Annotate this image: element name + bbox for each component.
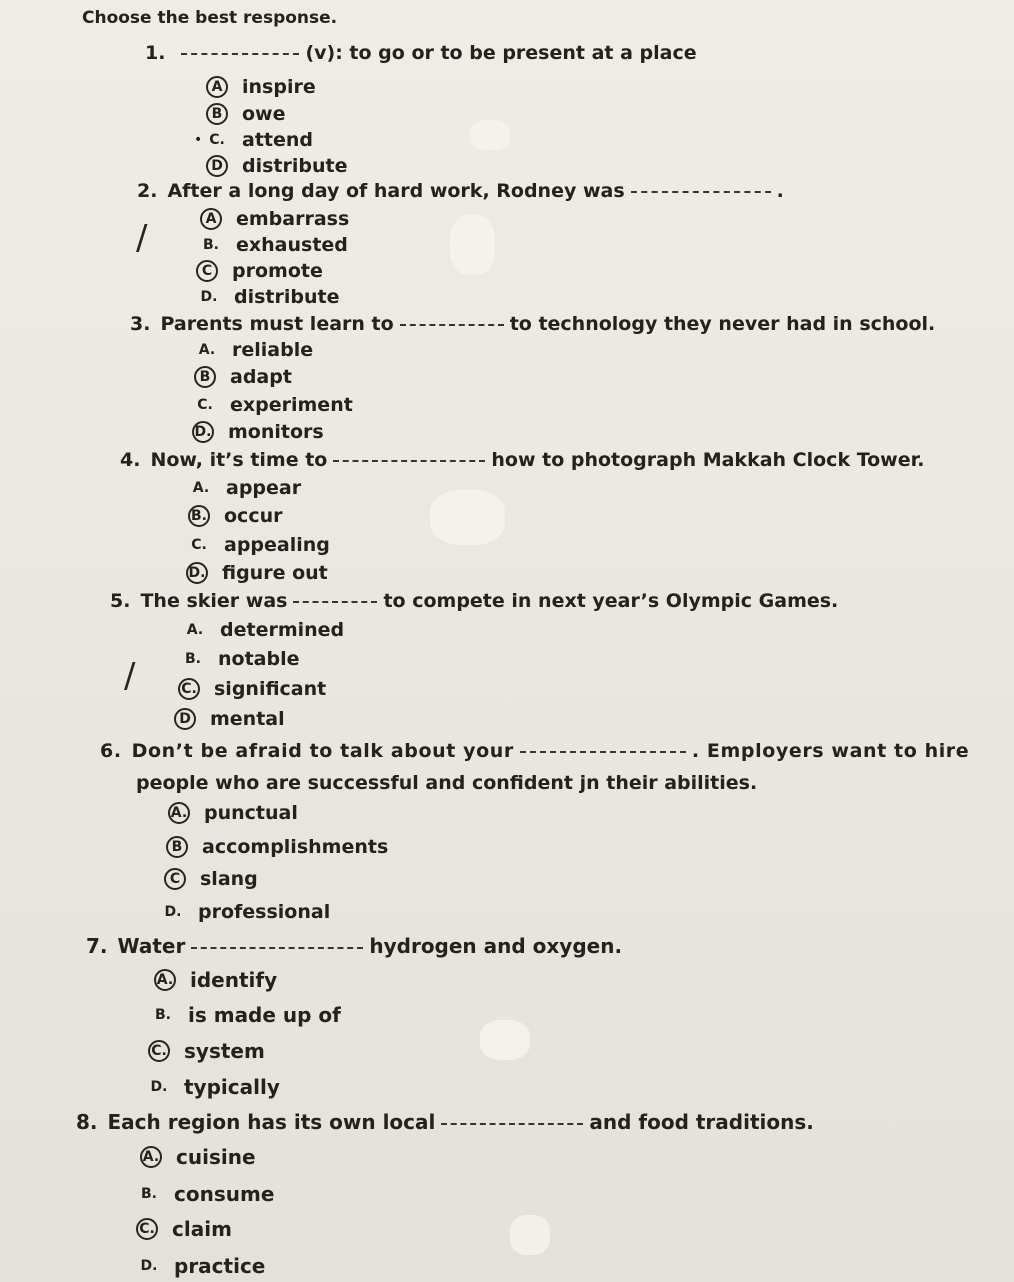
question-text-before: After a long day of hard work, Rodney was: [167, 180, 625, 202]
dot-mark: •: [194, 132, 203, 148]
option-text: attend: [242, 129, 313, 151]
option-6a: [166, 802, 298, 824]
option-letter: C.: [178, 678, 200, 700]
option-letter: A: [200, 208, 222, 230]
option-4c: [186, 534, 330, 556]
question-number: 7.: [86, 934, 108, 958]
question-6-line-2: people who are successful and confident jn their abilities.: [136, 772, 758, 794]
option-text: adapt: [230, 366, 292, 388]
option-letter: C.: [136, 1218, 158, 1240]
option-5a: [182, 619, 344, 641]
question-number: 1.: [145, 42, 166, 64]
correction-smudge: [450, 215, 495, 275]
option-text: punctual: [204, 802, 298, 824]
option-letter: D.: [192, 421, 214, 443]
blank-line: [631, 191, 771, 193]
blank-line: [441, 1123, 583, 1125]
option-text: practice: [174, 1254, 266, 1278]
blank-line: [191, 947, 363, 949]
option-3b: [192, 366, 292, 388]
question-text-before: The skier was: [140, 590, 288, 612]
option-letter: A.: [154, 969, 176, 991]
option-letter: A.: [168, 802, 190, 824]
correction-smudge: [430, 490, 505, 545]
question-text-after: to compete in next year’s Olympic Games.: [383, 590, 839, 612]
option-text: distribute: [242, 155, 348, 177]
handwritten-slash-mark: /: [124, 656, 136, 696]
option-text: distribute: [234, 286, 340, 308]
option-text: slang: [200, 868, 258, 890]
option-1d: [204, 155, 347, 177]
option-letter: D.: [140, 1258, 158, 1274]
question-text-after: . Employers want to hire: [691, 740, 970, 762]
option-letter: D: [174, 708, 196, 730]
option-letter: C.: [209, 132, 225, 148]
blank-line: [293, 601, 377, 603]
option-text: accomplishments: [202, 836, 389, 858]
question-text-after: .: [776, 180, 784, 202]
correction-smudge: [470, 120, 510, 150]
option-letter: A.: [198, 342, 216, 358]
question-4: [120, 449, 925, 471]
option-letter: A: [206, 76, 228, 98]
option-letter: D.: [200, 289, 218, 305]
option-text: experiment: [230, 394, 353, 416]
question-text-before: Water: [117, 934, 186, 958]
question-text-after: hydrogen and oxygen.: [369, 934, 623, 958]
option-6b: [164, 836, 388, 858]
option-text: is made up of: [188, 1003, 341, 1027]
option-text: occur: [224, 505, 283, 527]
question-text-before: Each region has its own local: [107, 1110, 436, 1134]
option-1c: [204, 129, 313, 151]
option-letter: B.: [188, 505, 210, 527]
option-text: monitors: [228, 421, 324, 443]
option-text: reliable: [232, 339, 314, 361]
option-7a: [152, 968, 277, 992]
option-text: identify: [190, 968, 278, 992]
blank-line: [333, 460, 485, 462]
option-letter: B: [166, 836, 188, 858]
option-text: claim: [172, 1217, 232, 1241]
option-text: system: [184, 1039, 265, 1063]
option-letter: D.: [164, 904, 182, 920]
option-text: significant: [214, 678, 327, 700]
question-7: [86, 934, 622, 958]
option-text: typically: [184, 1075, 280, 1099]
question-number: 4.: [120, 449, 141, 471]
option-2b: [198, 234, 348, 256]
option-3c: [192, 394, 353, 416]
option-8d: [136, 1254, 265, 1278]
question-text-before: Parents must learn to: [160, 313, 394, 335]
instructions: Choose the best response.: [82, 8, 338, 28]
option-5c: [176, 678, 326, 700]
option-letter: D.: [150, 1079, 168, 1095]
question-number: 5.: [110, 590, 131, 612]
question-text-before: Now, it’s time to: [150, 449, 328, 471]
question-2: [137, 180, 784, 202]
option-7d: [146, 1075, 280, 1099]
question-6: [100, 740, 969, 762]
blank-line: [400, 324, 504, 326]
question-text-before: Don’t be afraid to talk about your: [131, 740, 514, 762]
option-1b: [204, 103, 286, 125]
question-text-after: how to photograph Makkah Clock Tower.: [491, 449, 925, 471]
question-number: 3.: [130, 313, 151, 335]
option-text: consume: [174, 1182, 275, 1206]
option-text: inspire: [242, 76, 316, 98]
question-number: 8.: [76, 1110, 98, 1134]
blank-line: [181, 53, 299, 55]
option-text: embarrass: [236, 208, 350, 230]
option-8c: [134, 1217, 232, 1241]
question-number: 2.: [137, 180, 158, 202]
option-2c: [194, 260, 323, 282]
option-letter: B.: [155, 1007, 171, 1023]
option-text: exhausted: [236, 234, 348, 256]
option-letter: D: [206, 155, 228, 177]
option-letter: B: [194, 366, 216, 388]
option-5d: [172, 708, 285, 730]
option-6d: [160, 901, 330, 923]
option-letter: C.: [197, 397, 213, 413]
option-3a: [194, 339, 313, 361]
option-3d: [190, 421, 324, 443]
option-letter: B: [206, 103, 228, 125]
option-letter: C: [164, 868, 186, 890]
option-2a: [198, 208, 349, 230]
question-number: 6.: [100, 740, 122, 762]
option-letter: D.: [186, 562, 208, 584]
option-letter: B.: [141, 1186, 157, 1202]
option-letter: B.: [185, 651, 201, 667]
option-letter: A.: [186, 622, 204, 638]
option-5b: [180, 648, 299, 670]
option-letter: C.: [191, 537, 207, 553]
option-7b: [150, 1003, 341, 1027]
question-text-after: and food traditions.: [589, 1110, 814, 1134]
option-7c: [146, 1039, 265, 1063]
option-text: cuisine: [176, 1145, 256, 1169]
correction-smudge: [480, 1020, 530, 1060]
question-8: [76, 1110, 814, 1134]
option-text: promote: [232, 260, 323, 282]
option-8b: [136, 1182, 274, 1206]
option-8a: [138, 1145, 256, 1169]
question-text-after: (v): to go or to be present at a place: [305, 42, 697, 64]
option-text: mental: [210, 708, 285, 730]
question-1: [145, 42, 697, 64]
option-2d: [196, 286, 339, 308]
option-4a: [188, 477, 301, 499]
option-text: appealing: [224, 534, 330, 556]
option-letter: A.: [192, 480, 210, 496]
option-letter: C.: [148, 1040, 170, 1062]
question-3: [130, 313, 935, 335]
question-text-after: to technology they never had in school.: [509, 313, 936, 335]
option-letter: A.: [140, 1146, 162, 1168]
option-1a: [204, 76, 316, 98]
option-text: determined: [220, 619, 345, 641]
option-4d: [184, 562, 328, 584]
question-5: [110, 590, 838, 612]
option-4b: [186, 505, 282, 527]
option-letter: B.: [203, 237, 219, 253]
option-text: professional: [198, 901, 331, 923]
option-text: appear: [226, 477, 302, 499]
option-6c: [162, 868, 258, 890]
option-text: notable: [218, 648, 300, 670]
option-letter: C: [196, 260, 218, 282]
handwritten-slash-mark: /: [136, 218, 148, 258]
correction-smudge: [510, 1215, 550, 1255]
option-text: owe: [242, 103, 286, 125]
blank-line: [520, 751, 686, 753]
option-text: figure out: [222, 562, 328, 584]
